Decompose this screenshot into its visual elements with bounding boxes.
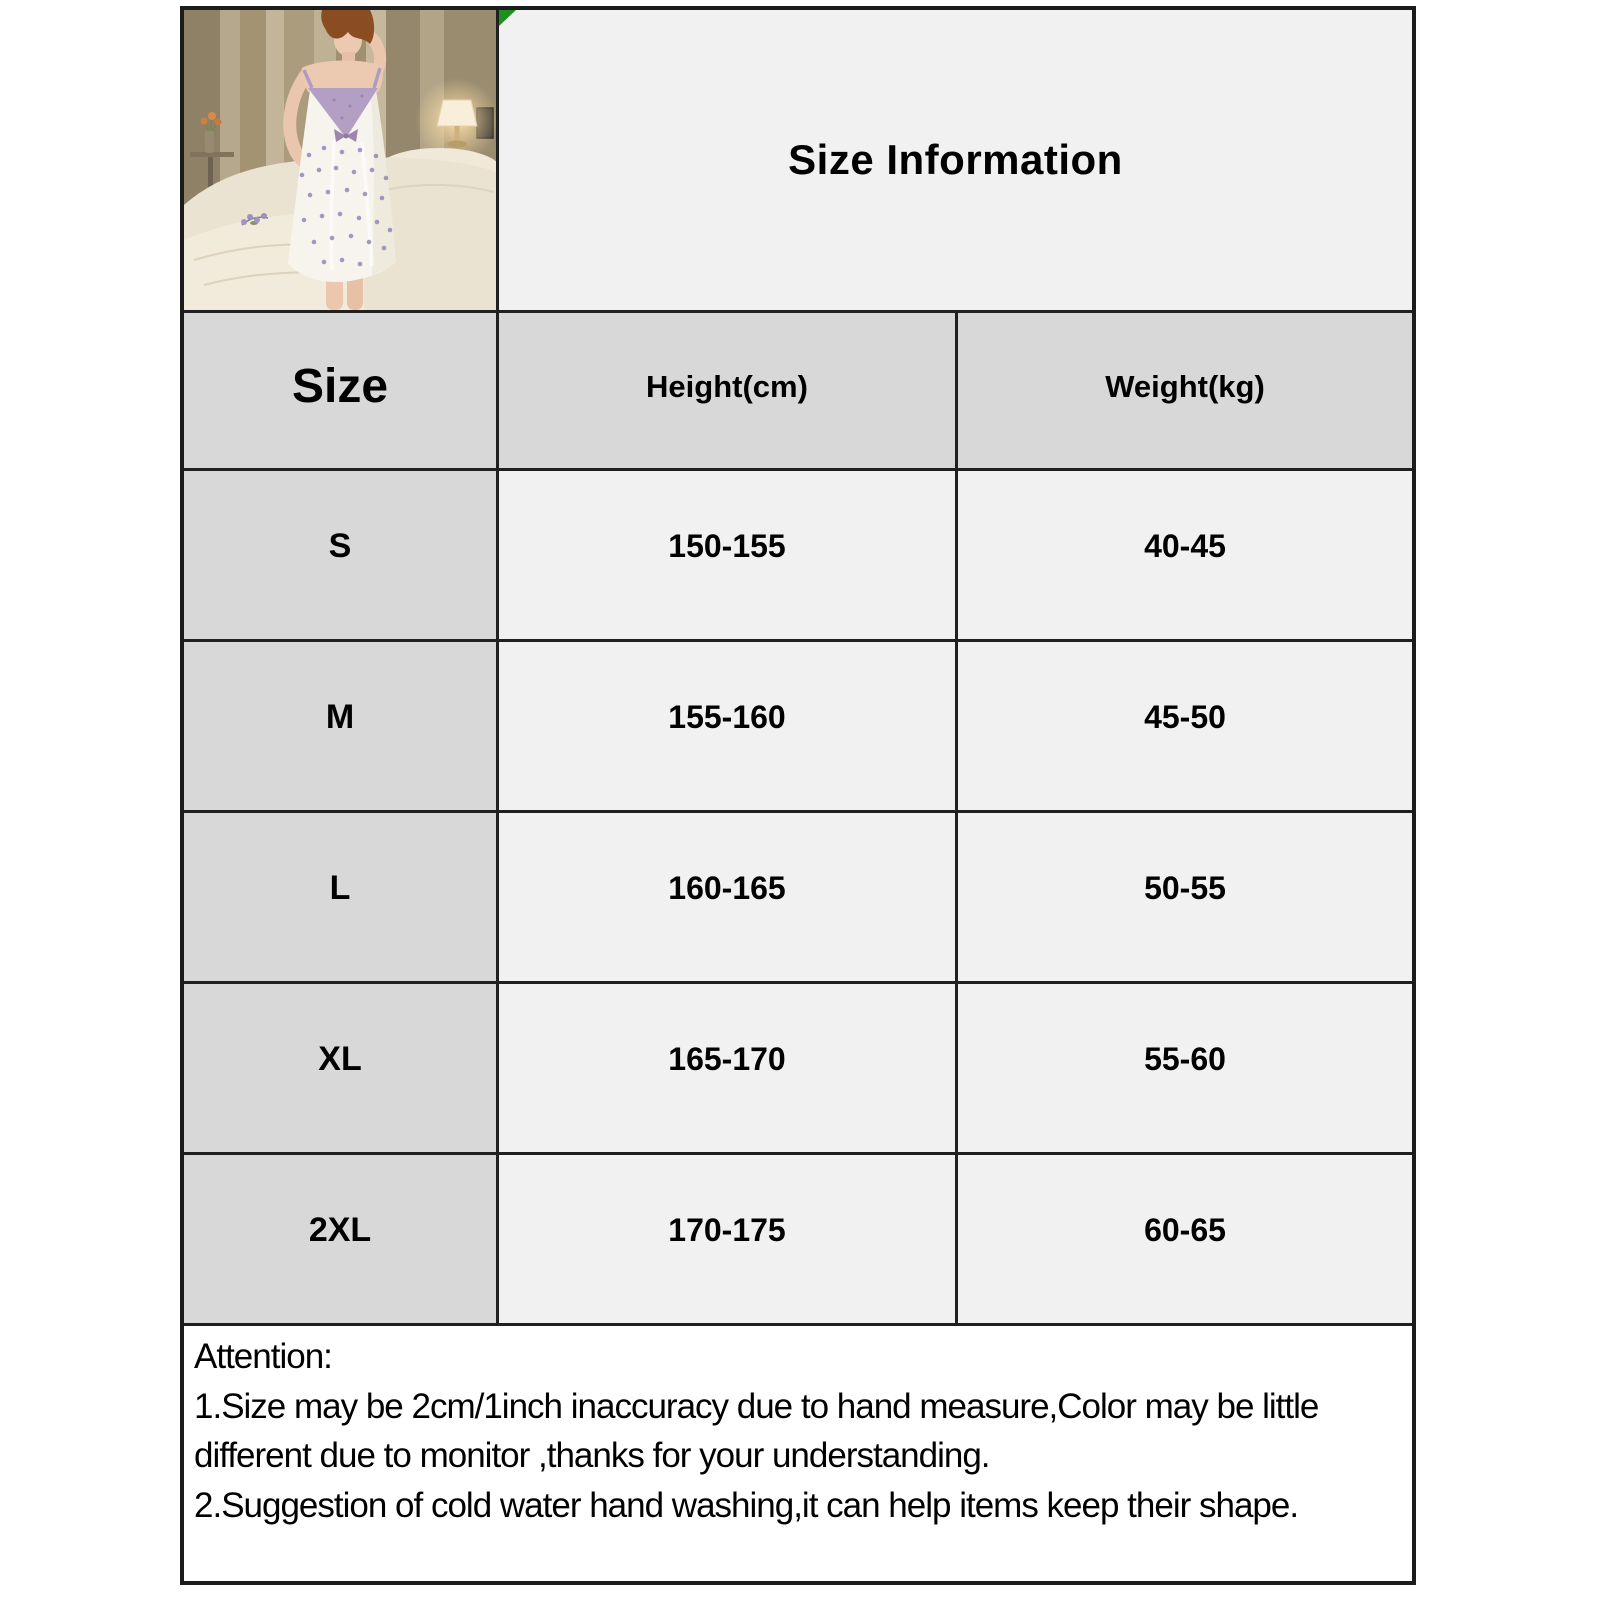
green-corner-marker-icon — [499, 10, 516, 26]
attention-note — [184, 1326, 1412, 1581]
column-header-height: Height(cm) — [499, 313, 955, 468]
table-row-m-weight: 45-50 — [958, 642, 1412, 810]
table-row-s-weight: 40-45 — [958, 471, 1412, 639]
product-photo-illustration — [184, 10, 496, 310]
table-row-l-size: L — [184, 813, 496, 981]
size-information-title-cell — [499, 10, 1412, 310]
table-row-m-size: M — [184, 642, 496, 810]
table-row-l-height: 160-165 — [499, 813, 955, 981]
table-row-2xl-height: 170-175 — [499, 1155, 955, 1323]
table-row-2xl-size: 2XL — [184, 1155, 496, 1323]
attention-heading: Attention: — [194, 1337, 332, 1376]
product-photo — [184, 10, 496, 310]
table-row-l-weight: 50-55 — [958, 813, 1412, 981]
attention-note-2: 2.Suggestion of cold water hand washing,it can help items keep their shape. — [194, 1486, 1299, 1526]
table-row-m-height: 155-160 — [499, 642, 955, 810]
column-header-weight: Weight(kg) — [958, 313, 1412, 468]
table-row-s-size: S — [184, 471, 496, 639]
table-row-xl-weight: 55-60 — [958, 984, 1412, 1152]
table-row-2xl-weight: 60-65 — [958, 1155, 1412, 1323]
size-chart-table — [180, 6, 1416, 1585]
table-row-xl-height: 165-170 — [499, 984, 955, 1152]
column-header-size: Size — [184, 313, 496, 468]
table-row-xl-size: XL — [184, 984, 496, 1152]
table-row-s-height: 150-155 — [499, 471, 955, 639]
attention-note-1: 1.Size may be 2cm/1inch inaccuracy due to hand measure,Color may be little different due to monitor ,thanks for your understanding. — [194, 1386, 1319, 1476]
page-title: Size Information — [788, 136, 1123, 183]
